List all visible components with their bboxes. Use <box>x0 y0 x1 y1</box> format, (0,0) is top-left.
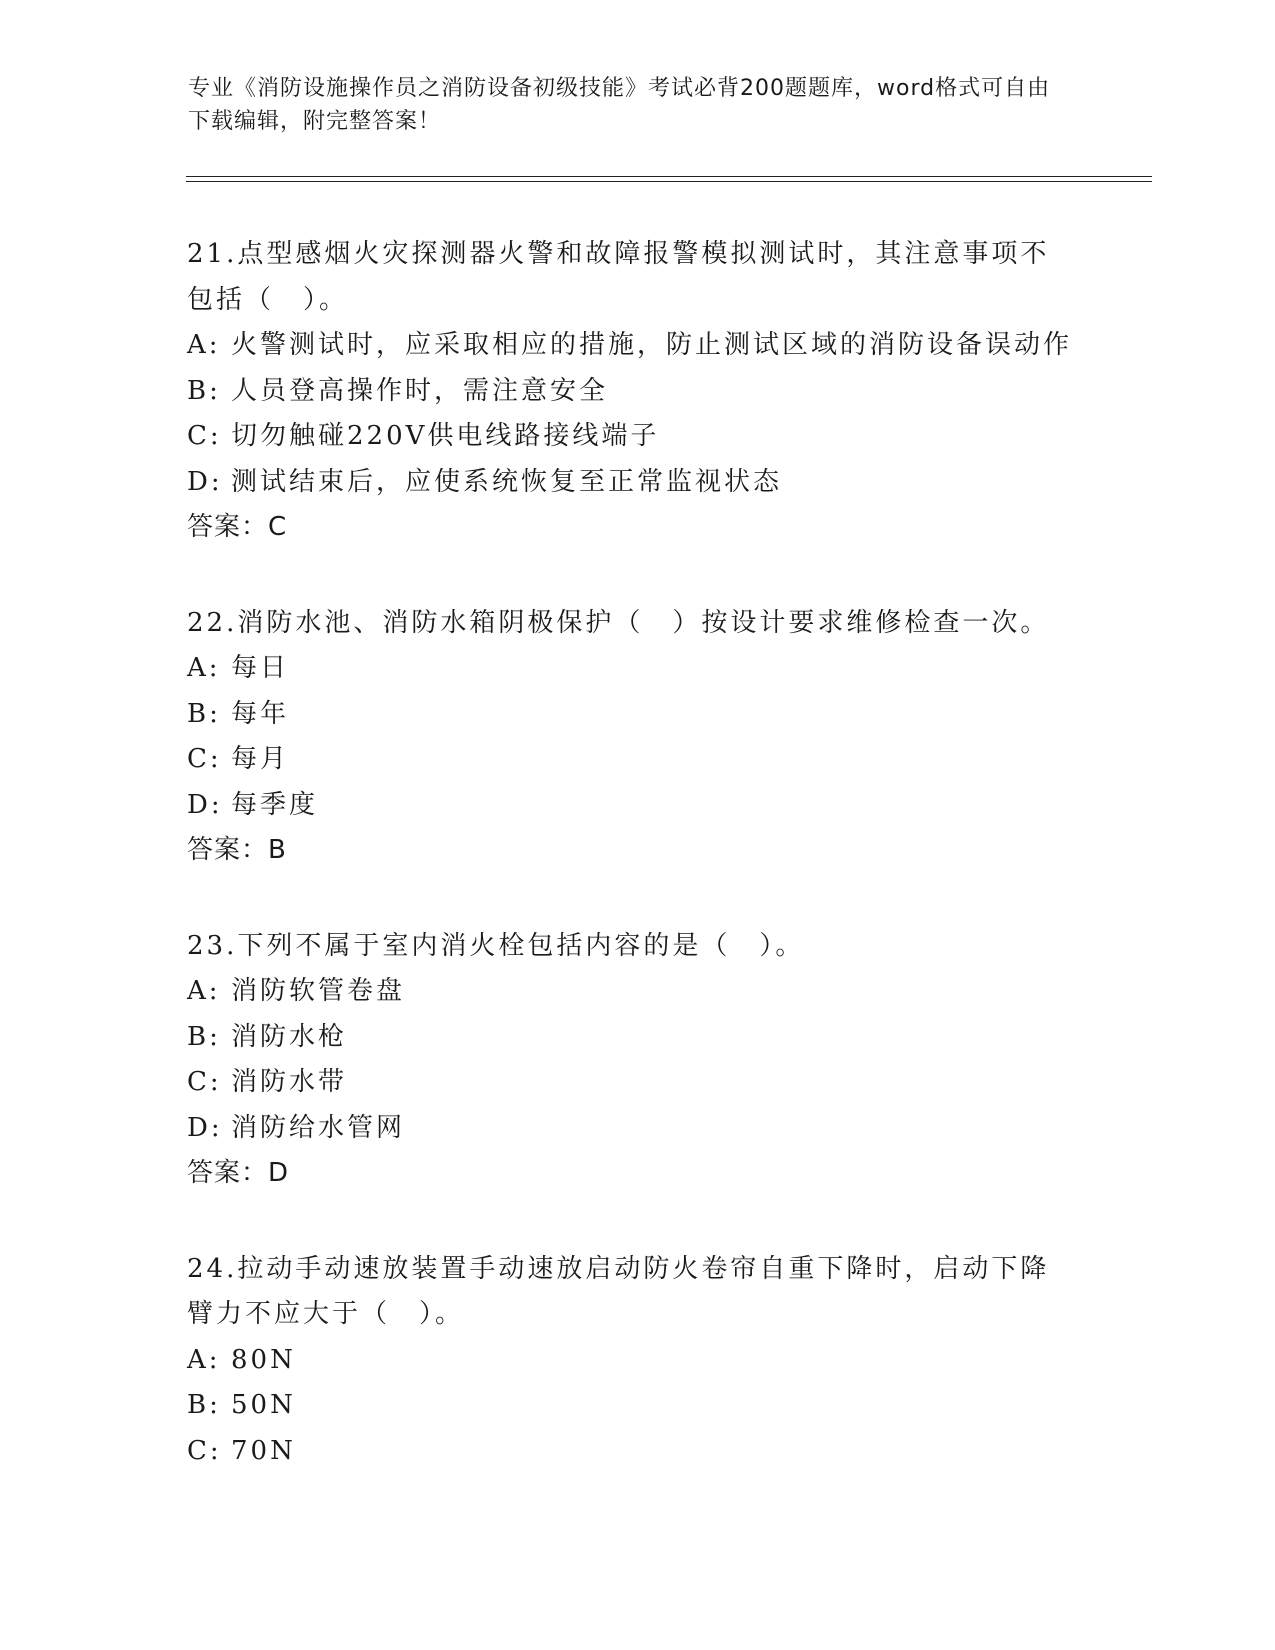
option-key: D: <box>187 466 223 497</box>
option-b <box>187 1015 1087 1061</box>
option-key: A: <box>187 330 221 360</box>
option-text: 70N <box>231 1435 296 1466</box>
option-text: 火警测试时，应采取相应的措施，防止测试区域的消防设备误动作 <box>231 330 1073 360</box>
option-text: 消防水枪 <box>231 1021 348 1052</box>
question-stem: 21.点型感烟火灾探测器火警和故障报警模拟测试时，其注意事项不包括（ ）。 <box>187 239 1050 315</box>
question-stem: 24.拉动手动速放装置手动速放启动防火卷帘自重下降时，启动下降臂力不应大于（ ）。 <box>187 1253 1050 1329</box>
header-rule-bottom <box>186 181 1152 182</box>
option-text: 切勿触碰220V供电线路接线端子 <box>231 421 660 451</box>
option-text: 测试结束后，应使系统恢复至正常监视状态 <box>231 466 783 497</box>
option-text: 80N <box>231 1344 296 1375</box>
option-key: C: <box>187 744 222 774</box>
option-c <box>187 737 1087 783</box>
option-key: B: <box>187 1390 221 1420</box>
option-b <box>187 1383 1087 1429</box>
option-c <box>187 1429 1087 1475</box>
question-22 <box>187 601 1087 874</box>
option-d <box>187 783 1087 829</box>
option-text: 每季度 <box>231 789 319 820</box>
option-d <box>187 1106 1087 1152</box>
option-text: 每月 <box>231 744 290 774</box>
option-key: A: <box>187 653 221 683</box>
option-text: 50N <box>231 1390 296 1420</box>
option-a <box>187 323 1087 369</box>
question-stem: 23.下列不属于室内消火栓包括内容的是（ ）。 <box>187 930 805 961</box>
question-list <box>187 232 1087 1524</box>
option-text: 消防给水管网 <box>231 1112 406 1143</box>
option-key: B: <box>187 375 221 406</box>
option-b <box>187 692 1087 738</box>
option-key: C: <box>187 421 222 451</box>
option-c <box>187 414 1087 460</box>
option-text: 消防软管卷盘 <box>231 976 406 1006</box>
question-24 <box>187 1247 1087 1475</box>
option-key: D: <box>187 1112 223 1143</box>
option-text: 人员登高操作时，需注意安全 <box>231 375 609 406</box>
option-text: 每日 <box>231 653 290 683</box>
option-key: B: <box>187 698 221 729</box>
option-text: 消防水带 <box>231 1067 348 1097</box>
option-key: B: <box>187 1021 221 1052</box>
answer-label: 答案：C <box>187 512 288 542</box>
question-23 <box>187 924 1087 1197</box>
option-key: A: <box>187 976 221 1006</box>
option-a <box>187 969 1087 1015</box>
option-key: A: <box>187 1344 221 1375</box>
option-key: D: <box>187 789 223 820</box>
option-b <box>187 369 1087 415</box>
option-c <box>187 1060 1087 1106</box>
question-21 <box>187 232 1087 551</box>
answer-label: 答案：D <box>187 1158 290 1188</box>
option-key: C: <box>187 1435 222 1466</box>
question-stem: 22.消防水池、消防水箱阴极保护（ ）按设计要求维修检查一次。 <box>187 607 1050 638</box>
document-header: 专业《消防设施操作员之消防设备初级技能》考试必背200题题库，word格式可自由下载编辑，附完整答案！ <box>188 76 1051 134</box>
answer-label: 答案：B <box>187 835 287 865</box>
option-text: 每年 <box>231 698 290 729</box>
option-a <box>187 646 1087 692</box>
option-d <box>187 460 1087 506</box>
option-key: C: <box>187 1067 222 1097</box>
option-a <box>187 1338 1087 1384</box>
header-rule-top <box>186 176 1152 177</box>
